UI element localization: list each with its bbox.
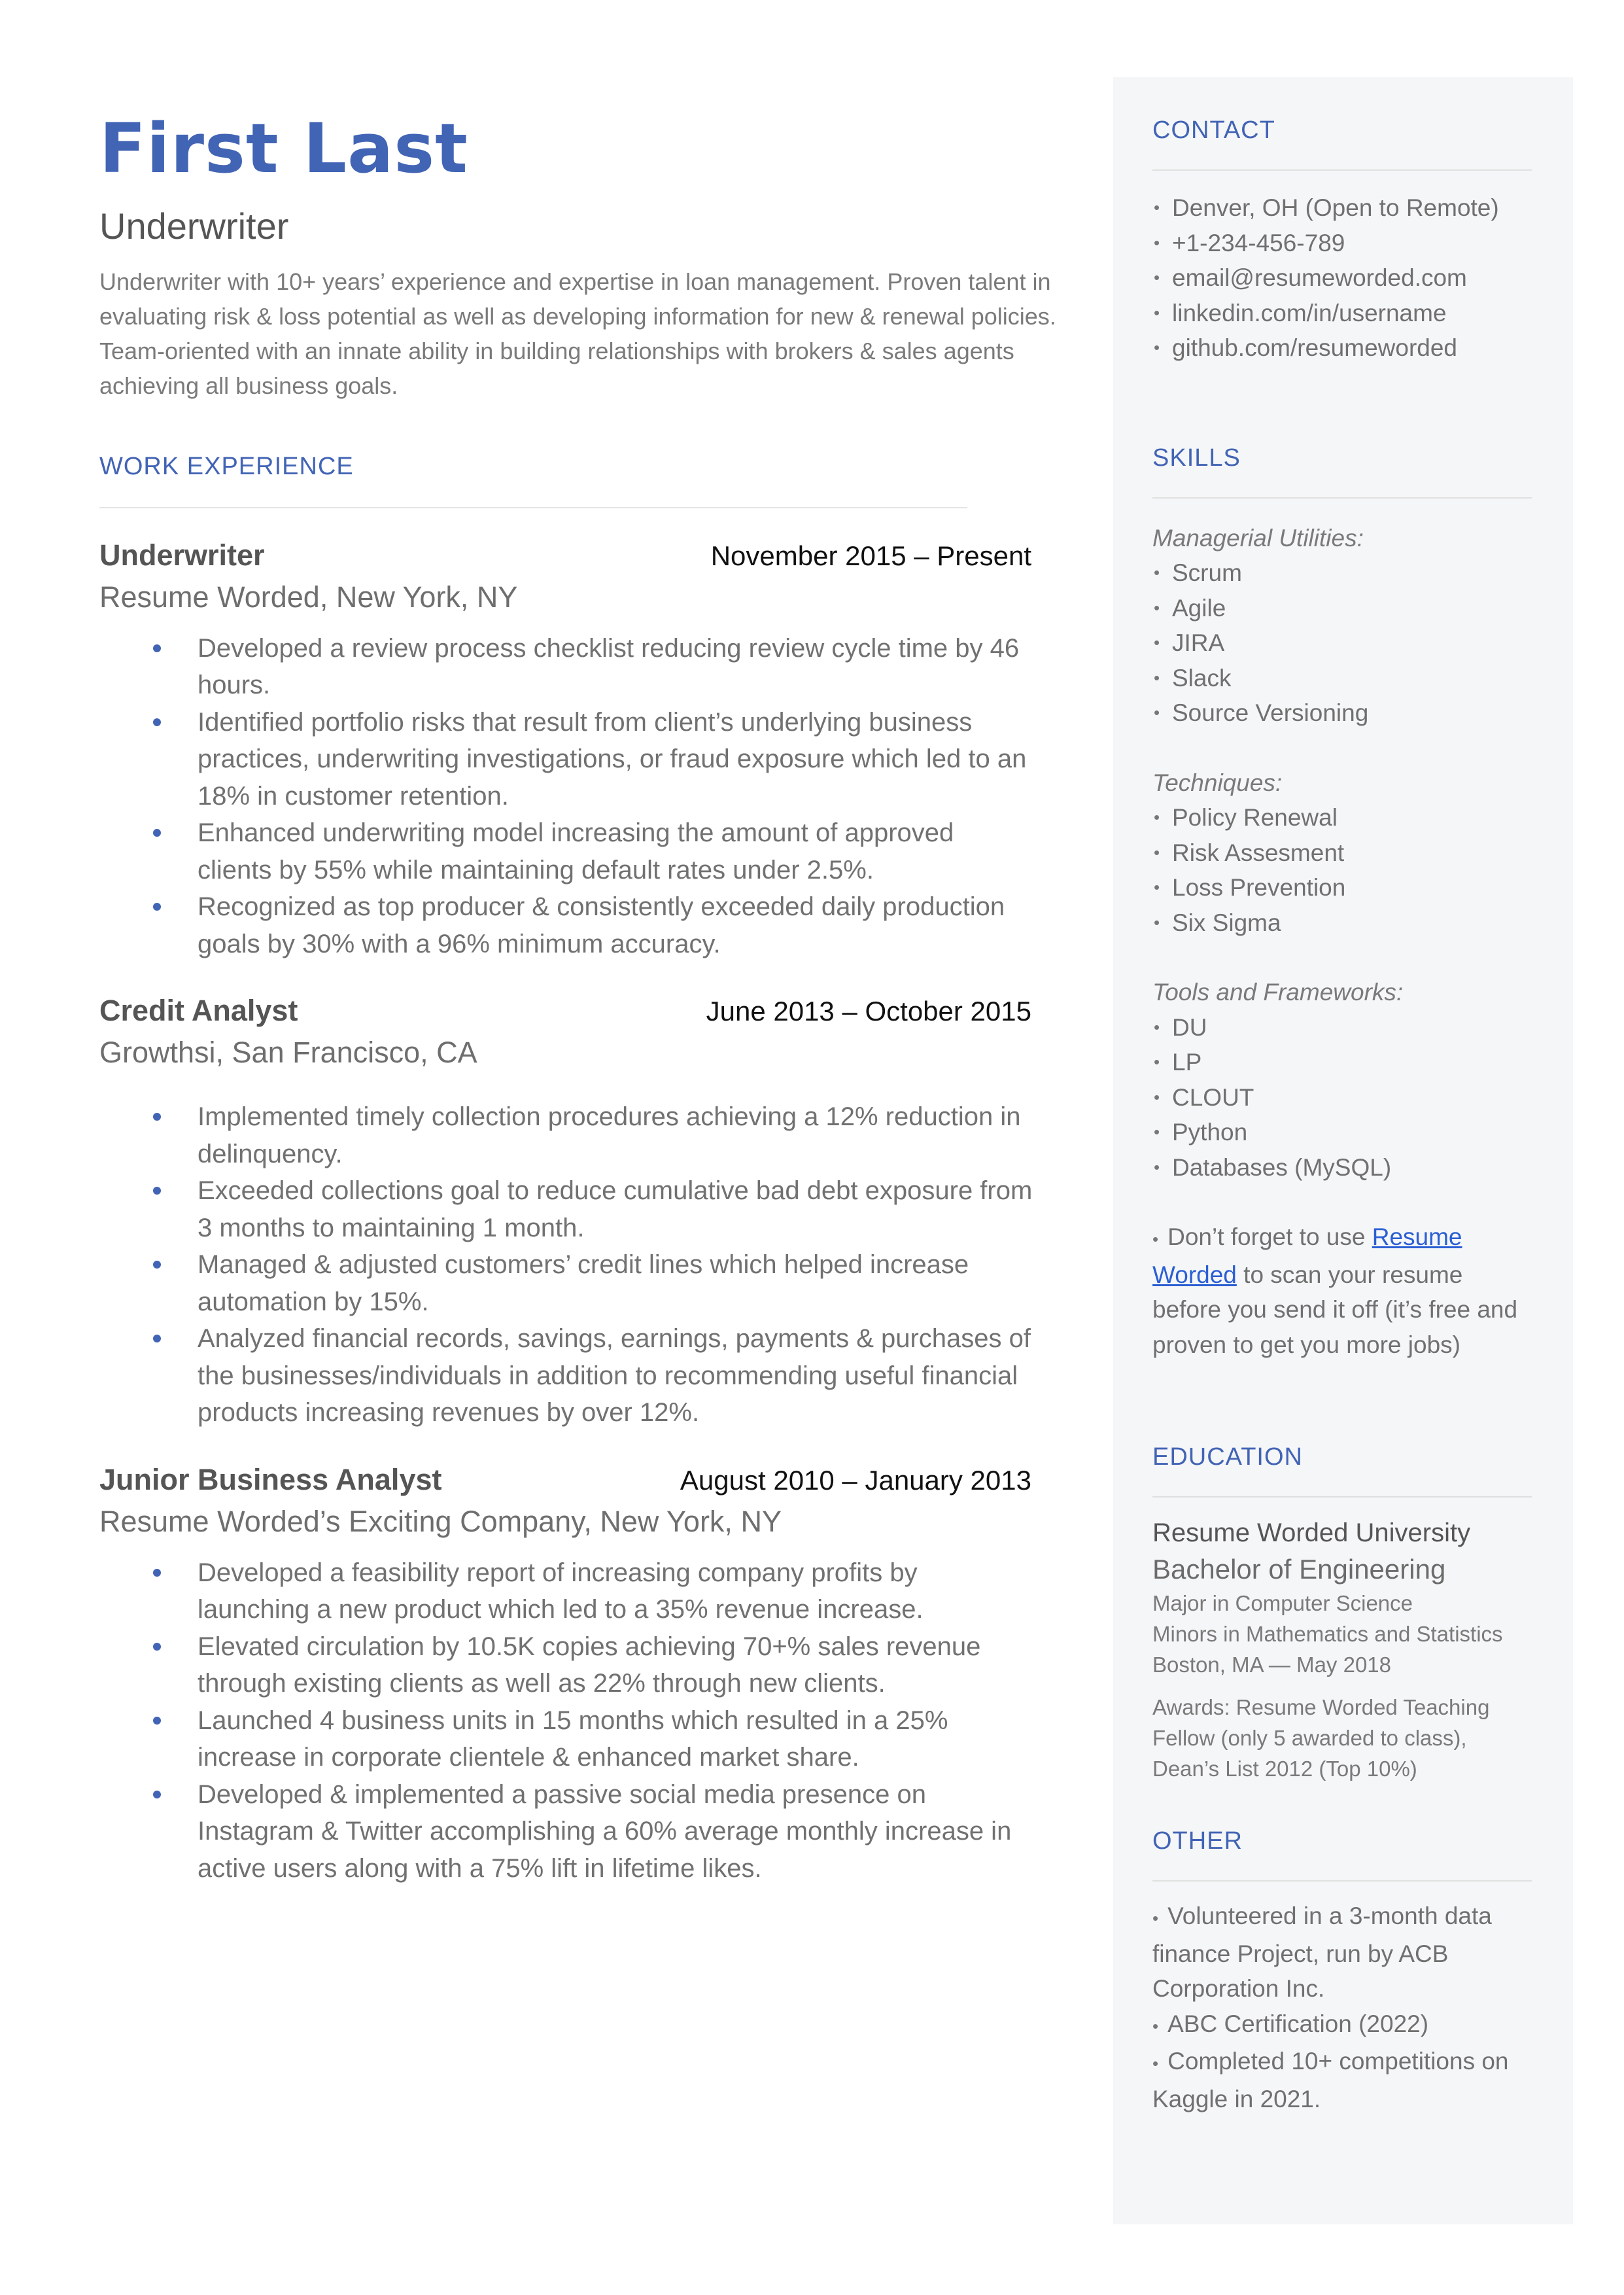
candidate-name: First Last xyxy=(99,109,468,188)
list-item: • DU xyxy=(1152,1010,1532,1045)
contact-email: • email@resumeworded.com xyxy=(1152,260,1532,296)
section-divider xyxy=(1152,497,1532,499)
summary: Underwriter with 10+ years’ experience and expertise in loan management. Proven talent in evaluating risk & loss potential as well as developing information for new & renewal policies. Team-oriented with an innate ability in building relationships with brokers & sales agents achieving all business goals. xyxy=(99,268,1056,399)
job-bullets xyxy=(99,1098,1048,1431)
list-item: • Python xyxy=(1152,1115,1532,1150)
contact-github: • github.com/resumeworded xyxy=(1152,330,1532,366)
list-item: Developed a review process checklist reducing review cycle time by 46 hours. xyxy=(99,630,1035,704)
resume-worded-link[interactable]: Resume Worded xyxy=(1152,1223,1462,1288)
contact-location: • Denver, OH (Open to Remote) xyxy=(1152,190,1532,226)
education-school: Resume Worded University xyxy=(1152,1518,1471,1547)
education-awards: Awards: Resume Worded Teaching Fellow (only 5 awarded to class), Dean’s List 2012 (Top 10%) xyxy=(1152,1695,1490,1781)
list-item: Enhanced underwriting model increasing the amount of approved clients by 55% while maintaining default rates under 2.5%. xyxy=(99,815,1035,888)
section-divider xyxy=(1152,169,1532,171)
list-item: Elevated circulation by 10.5K copies achieving 70+% sales revenue through existing clients as well as 22% through new clients. xyxy=(99,1628,1035,1702)
list-item: Developed a feasibility report of increasing company profits by launching a new product which led to a 35% revenue increase. xyxy=(99,1554,1035,1628)
list-item: • ABC Certification (2022) xyxy=(1152,2010,1429,2037)
list-item: • Policy Renewal xyxy=(1152,800,1532,835)
list-item: Implemented timely collection procedures achieving a 12% reduction in delinquency. xyxy=(99,1098,1035,1172)
job-entry xyxy=(99,538,1048,963)
job-title: Junior Business Analyst xyxy=(99,1462,442,1496)
list-item: Developed & implemented a passive social media presence on Instagram & Twitter accomplishing a 60% average monthly increase in active users along with a 75% lift in lifetime likes. xyxy=(99,1776,1035,1887)
list-item: Identified portfolio risks that result from client’s underlying business practices, underwriting investigations, or fraud exposure which led to an 18% in customer retention. xyxy=(99,704,1035,815)
skill-list xyxy=(1152,1010,1532,1185)
list-item: • Risk Assesment xyxy=(1152,835,1532,871)
education-minors: Minors in Mathematics and Statistics xyxy=(1152,1622,1503,1646)
other-heading: OTHER xyxy=(1152,1827,1243,1855)
contact-phone: • +1-234-456-789 xyxy=(1152,226,1532,261)
list-item: Recognized as top producer & consistently exceeded daily production goals by 30% with a 96% minimum accuracy. xyxy=(99,888,1035,962)
education-major: Major in Computer Science xyxy=(1152,1591,1413,1615)
skill-group-label: Managerial Utilities: xyxy=(1152,524,1364,552)
list-item: • Completed 10+ competitions on Kaggle in 2021. xyxy=(1152,2048,1509,2112)
main-column xyxy=(99,109,1056,1887)
list-item: • LP xyxy=(1152,1045,1532,1080)
section-divider xyxy=(1152,1496,1532,1498)
education-heading: EDUCATION xyxy=(1152,1443,1303,1471)
list-item: • Agile xyxy=(1152,591,1532,626)
resume-tip: • Don’t forget to use Resume Worded to scan your resume before you send it off (it’s free and proven to get you more jobs) xyxy=(1152,1223,1518,1358)
skill-list xyxy=(1152,800,1532,940)
section-divider xyxy=(99,507,967,508)
list-item: • Databases (MySQL) xyxy=(1152,1150,1532,1185)
skill-group-label: Tools and Frameworks: xyxy=(1152,979,1404,1006)
contact-list xyxy=(1152,190,1532,366)
work-experience-heading: WORK EXPERIENCE xyxy=(99,452,354,480)
list-item: • CLOUT xyxy=(1152,1080,1532,1115)
list-item: • Six Sigma xyxy=(1152,905,1532,941)
job-entry xyxy=(99,1463,1048,1887)
contact-linkedin: • linkedin.com/in/username xyxy=(1152,296,1532,331)
section-divider xyxy=(1152,1880,1532,1882)
list-item: Managed & adjusted customers’ credit lines which helped increase automation by 15%. xyxy=(99,1246,1035,1320)
tip-prefix: Don’t forget to use xyxy=(1167,1223,1372,1250)
job-bullets xyxy=(99,1554,1048,1887)
sidebar xyxy=(1113,77,1573,2224)
education-location-date: Boston, MA — May 2018 xyxy=(1152,1653,1392,1677)
education-degree: Bachelor of Engineering xyxy=(1152,1554,1446,1585)
list-item: • Scrum xyxy=(1152,555,1532,591)
list-item: Analyzed financial records, savings, earnings, payments & purchases of the businesses/individuals in addition to recommending useful financial products increasing revenues by over 12%. xyxy=(99,1320,1035,1431)
candidate-role: Underwriter xyxy=(99,205,289,247)
list-item: • Slack xyxy=(1152,661,1532,696)
job-bullets xyxy=(99,630,1048,963)
list-item: • Volunteered in a 3-month data finance Project, run by ACB Corporation Inc. xyxy=(1152,1902,1492,2002)
job-company: Growthsi, San Francisco, CA xyxy=(99,1036,477,1070)
list-item: • Source Versioning xyxy=(1152,695,1532,731)
list-item: • JIRA xyxy=(1152,625,1532,661)
list-item: Exceeded collections goal to reduce cumulative bad debt exposure from 3 months to maintaining 1 month. xyxy=(99,1172,1035,1246)
tip-suffix: to scan your resume before you send it off (it’s free and proven to get you more jobs) xyxy=(1152,1261,1518,1358)
skill-list xyxy=(1152,555,1532,731)
list-item: • Loss Prevention xyxy=(1152,870,1532,905)
list-item: Launched 4 business units in 15 months which resulted in a 25% increase in corporate clientele & enhanced market share. xyxy=(99,1702,1035,1776)
job-date: November 2015 – Present xyxy=(710,540,1031,571)
skills-heading: SKILLS xyxy=(1152,444,1241,472)
job-title: Underwriter xyxy=(99,538,265,572)
skill-group-label: Techniques: xyxy=(1152,769,1283,796)
job-title: Credit Analyst xyxy=(99,994,298,1028)
job-entry xyxy=(99,994,1048,1431)
contact-heading: CONTACT xyxy=(1152,116,1275,144)
job-date: August 2010 – January 2013 xyxy=(680,1464,1031,1496)
job-company: Resume Worded’s Exciting Company, New York, NY xyxy=(99,1504,782,1538)
job-company: Resume Worded, New York, NY xyxy=(99,580,518,614)
job-date: June 2013 – October 2015 xyxy=(706,996,1031,1027)
